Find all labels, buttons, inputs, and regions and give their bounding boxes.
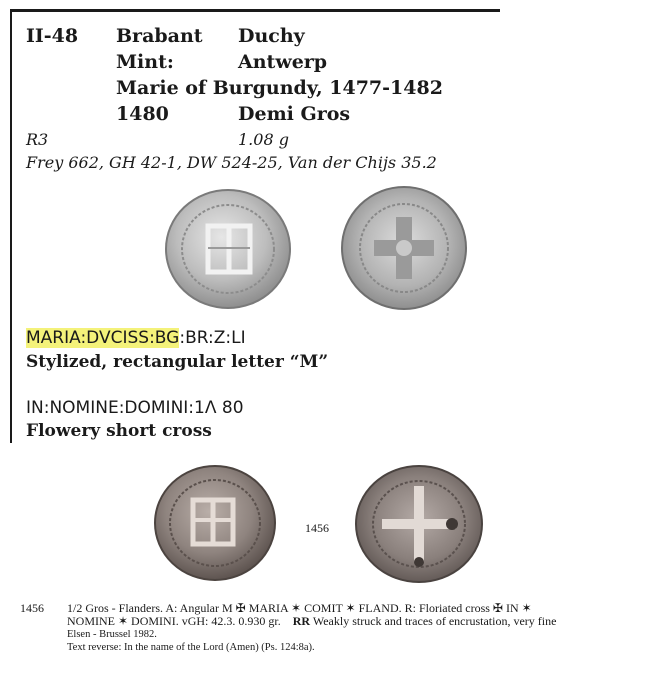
lot-obverse-coin-image — [151, 462, 279, 584]
year: 1480 — [116, 103, 169, 125]
obverse-description: Stylized, rectangular letter “M” — [26, 352, 329, 372]
references: Frey 662, GH 42-1, DW 524-25, Van der Chijs 35.2 — [26, 153, 437, 172]
lot-provenance: Elsen - Brussel 1982. — [67, 629, 157, 640]
reverse-legend: IN:NOMINE:DOMINI:1Ʌ 80 — [26, 398, 244, 418]
lot-description-line2 — [67, 614, 556, 628]
mint-label: Mint: — [116, 51, 174, 73]
ruler: Marie of Burgundy, 1477-1482 — [116, 77, 443, 99]
lot-reverse-coin-image — [352, 462, 486, 586]
weight: 1.08 g — [238, 130, 289, 149]
rarity-rr: RR — [292, 614, 311, 628]
lot-number: 1456 — [20, 601, 44, 615]
obverse-legend-highlight: MARIA:DVCISS:BG — [26, 328, 180, 348]
top-rule — [10, 9, 500, 12]
reverse-description: Flowery short cross — [26, 421, 212, 441]
lot-description-line1: 1/2 Gros - Flanders. A: Angular M ✠ MARIA ✶ COMIT ✶ FLAND. R: Floriated cross ✠ IN ✶ — [67, 601, 532, 615]
lot-condition-text: Weakly struck and traces of encrustation, very fine — [310, 614, 557, 628]
obverse-legend-rest: :BR:Z:LI — [179, 328, 246, 348]
denomination: Demi Gros — [238, 103, 351, 125]
left-rule — [10, 9, 12, 443]
obverse-coin-image — [162, 186, 294, 312]
mint: Antwerp — [238, 51, 328, 73]
reverse-coin-image — [338, 183, 470, 313]
lot-text-reverse: Text reverse: In the name of the Lord (Amen) (Ps. 124:8a). — [67, 642, 315, 653]
obverse-legend — [26, 327, 246, 349]
rarity: R3 — [26, 130, 49, 149]
lot-weight-text: NOMINE ✶ DOMINI. vGH: 42.3. 0.930 gr. — [67, 614, 281, 628]
region-type: Duchy — [238, 25, 305, 47]
entry-number: II-48 — [26, 25, 79, 47]
region: Brabant — [116, 25, 203, 47]
lot-number-center: 1456 — [305, 521, 329, 535]
